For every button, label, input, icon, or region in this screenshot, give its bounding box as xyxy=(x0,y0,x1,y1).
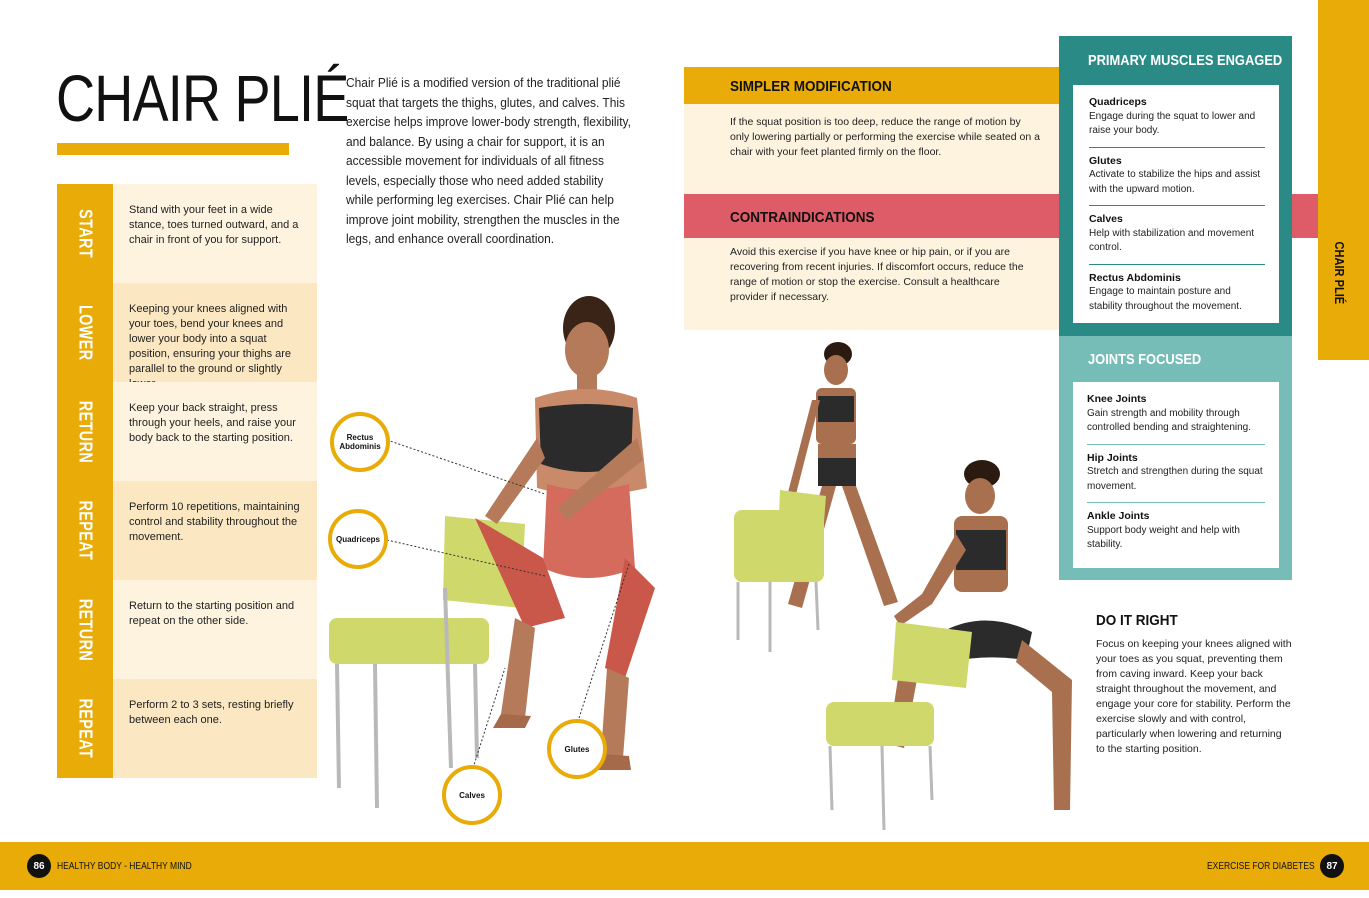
muscle-name: Rectus Abdominis xyxy=(1089,271,1181,284)
step-text: Perform 2 to 3 sets, resting briefly between each one. xyxy=(113,679,317,778)
joint-entry xyxy=(1087,503,1265,561)
step-tag xyxy=(57,184,113,283)
exercise-demo-photos xyxy=(726,340,1076,835)
step-text: Stand with your feet in a wide stance, toes turned outward, and a chair in front of you for support. xyxy=(113,184,317,283)
joints-focused-panel xyxy=(1059,336,1292,580)
simpler-modification-text: If the squat position is too deep, reduce the range of motion by only lowering partially or performing the exercise while seated on a chair with your feet planted firmly on the floor. xyxy=(684,104,1060,194)
muscle-entry xyxy=(1089,206,1265,265)
left-footer-text: HEALTHY BODY - HEALTHY MIND xyxy=(57,861,192,872)
side-tab-label: CHAIR PLIÉ xyxy=(1332,241,1347,305)
joint-entry xyxy=(1087,445,1265,504)
intro-paragraph: Chair Plié is a modified version of the traditional plié squat that targets the thighs, glutes, and calves. This exercise helps improve lower-body strength, flexibility, and balance. By using a chair for support, it is an accessible movement for individuals of all fitness levels, especially those who need added stability while performing leg exercises. Chair Plié can help improve joint mobility, strengthen the muscles in the legs, and enhance overall coordination. xyxy=(346,75,631,246)
joint-description: Gain strength and mobility through controlled bending and straightening. xyxy=(1087,407,1252,433)
simpler-modification-title: SIMPLER MODIFICATION xyxy=(730,78,892,95)
step-tag xyxy=(57,580,113,679)
step-tag xyxy=(57,679,113,778)
step-tag-label: REPEAT xyxy=(75,698,96,759)
muscle-entry xyxy=(1089,148,1265,207)
joint-description: Support body weight and help with stability. xyxy=(1087,524,1240,550)
step-text: Keeping your knees aligned with your toes, bend your knees and lower your body into a squat position, ensuring your thighs are parallel to the ground or slightly xyxy=(113,283,317,382)
joint-description: Stretch and strengthen during the squat movement. xyxy=(1087,466,1263,492)
primary-muscles-title: PRIMARY MUSCLES ENGAGED xyxy=(1088,52,1283,69)
right-footer-text: EXERCISE FOR DIABETES xyxy=(1207,861,1315,872)
step-return-2 xyxy=(57,580,317,679)
step-tag-label: LOWER xyxy=(75,304,96,361)
page-title: CHAIR PLIÉ xyxy=(56,61,349,135)
do-it-right-title: DO IT RIGHT xyxy=(1096,612,1178,629)
joint-entry xyxy=(1087,386,1265,445)
side-section-tab xyxy=(1318,0,1369,360)
callout-glutes xyxy=(547,719,607,779)
step-tag-label: RETURN xyxy=(75,598,96,661)
step-lower xyxy=(57,283,317,382)
step-repeat-2 xyxy=(57,679,317,778)
standing-figure xyxy=(734,342,898,652)
muscle-name: Glutes xyxy=(1089,154,1122,167)
callout-rectus-abdominis xyxy=(330,412,390,472)
steps-list xyxy=(57,184,317,778)
right-page-number: 87 xyxy=(1320,854,1344,878)
callout-quadriceps xyxy=(328,509,388,569)
callout-label: Quadriceps xyxy=(335,534,380,544)
muscle-description: Engage during the squat to lower and raise your body. xyxy=(1089,110,1256,136)
do-it-right-text: Focus on keeping your knees aligned with your toes as you squat, preventing them from caving inward. Keep your back straight throughout the movement, and engage your core for stability. Perform the exercise slowly and with control, particularly when lowering and returning to the starting position. xyxy=(1096,638,1292,755)
step-text: Return to the starting position and repeat on the other side. xyxy=(113,580,317,679)
left-page-number: 86 xyxy=(27,854,51,878)
simpler-modification-header xyxy=(684,67,1060,104)
joint-name: Ankle Joints xyxy=(1087,510,1150,522)
page-footer xyxy=(0,842,1369,890)
step-start xyxy=(57,184,317,283)
primary-muscles-list xyxy=(1073,85,1279,323)
step-tag xyxy=(57,283,113,382)
contraindications-text: Avoid this exercise if you have knee or hip pain, or if you are recovering from recent injuries. If discomfort occurs, reduce the range of motion or stop the exercise. Consult a healthcare provider if necessary. xyxy=(684,238,1060,330)
muscle-description: Engage to maintain posture and stability throughout the movement. xyxy=(1089,286,1242,312)
muscle-description: Help with stabilization and movement control. xyxy=(1089,227,1255,253)
step-tag xyxy=(57,382,113,481)
muscle-description: Activate to stabilize the hips and assist with the upward motion. xyxy=(1089,169,1261,195)
muscle-name: Quadriceps xyxy=(1089,96,1147,108)
muscle-entry xyxy=(1089,265,1265,323)
muscle-entry xyxy=(1089,89,1265,148)
primary-muscles-panel xyxy=(1059,36,1292,336)
title-underline xyxy=(57,143,289,155)
callout-label: Rectus Abdominis xyxy=(339,433,381,451)
step-tag-label: RETURN xyxy=(75,400,96,463)
joints-list xyxy=(1073,382,1279,568)
step-tag-label: START xyxy=(75,209,96,258)
step-repeat xyxy=(57,481,317,580)
joint-name: Hip Joints xyxy=(1087,451,1138,464)
step-tag-label: REPEAT xyxy=(75,500,96,561)
joints-focused-title: JOINTS FOCUSED xyxy=(1088,351,1202,368)
step-text: Perform 10 repetitions, maintaining control and stability throughout the movement. xyxy=(113,481,317,580)
callout-label: Calves xyxy=(459,790,485,800)
contraindications-title: CONTRAINDICATIONS xyxy=(730,209,875,226)
step-tag xyxy=(57,481,113,580)
joint-name: Knee Joints xyxy=(1087,393,1147,405)
step-text: Keep your back straight, press through your heels, and raise your body back to the starting position. xyxy=(113,382,317,481)
callout-calves xyxy=(442,765,502,825)
step-return xyxy=(57,382,317,481)
callout-label: Glutes xyxy=(564,744,590,754)
muscle-name: Calves xyxy=(1089,213,1123,225)
